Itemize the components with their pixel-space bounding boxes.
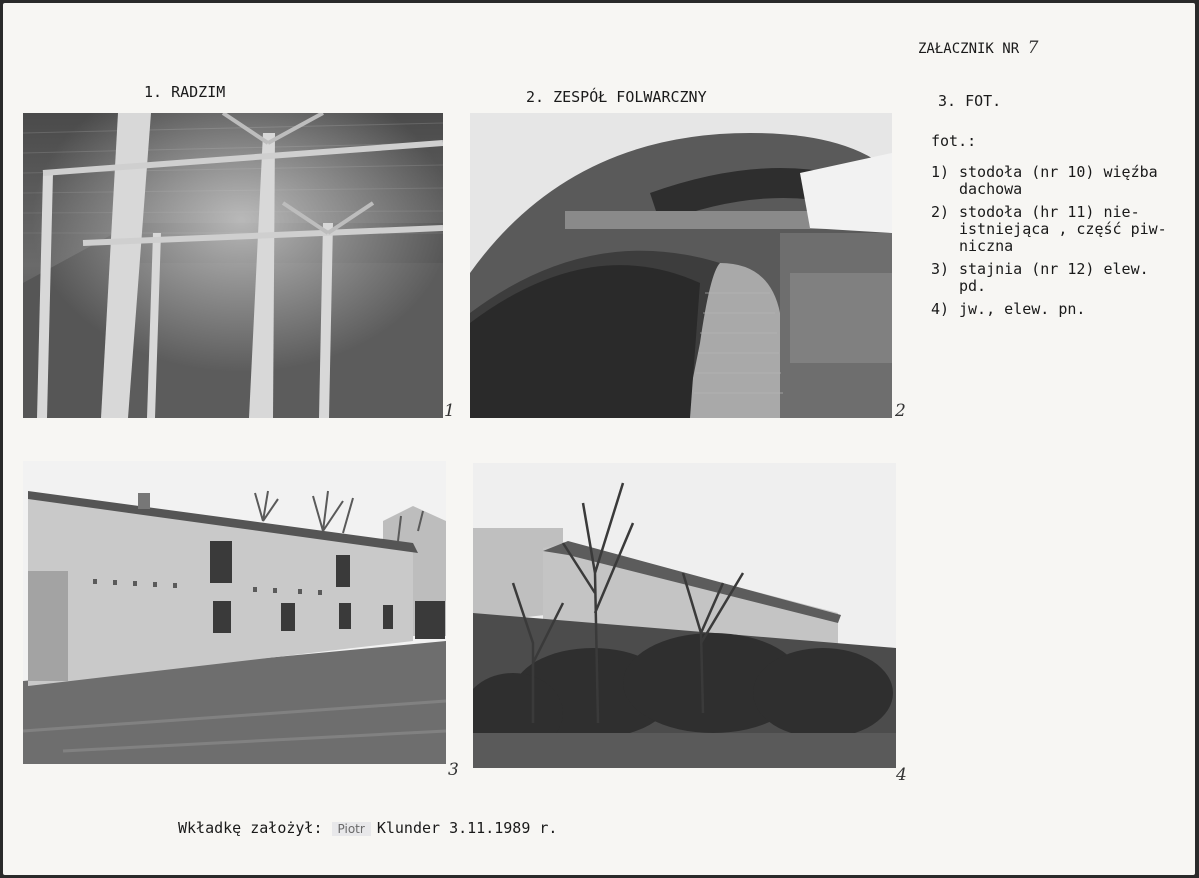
- annex-label: ZAŁACZNIK NR 7: [918, 38, 1039, 58]
- photo-barn-roof-truss: [23, 113, 443, 418]
- section-title-fot: 3. FOT.: [938, 92, 1002, 110]
- photo-number-2: 2: [895, 401, 906, 421]
- captions-heading: fot.:: [931, 132, 977, 150]
- photo-stable-north: [473, 463, 896, 768]
- caption-item: 4) jw., elew. pn.: [931, 300, 1086, 318]
- annex-number: 7: [1027, 38, 1039, 58]
- photo-number-4: 4: [896, 765, 907, 785]
- photo-cellar-arch: [470, 113, 892, 418]
- document-sheet: [3, 3, 1195, 875]
- photo-stable-south: [23, 461, 446, 764]
- author-rest: Klunder 3.11.1989 r.: [376, 819, 558, 837]
- author-label: Wkładkę założył:: [178, 819, 323, 837]
- caption-item: 1) stodoła (nr 10) więźba dachowa: [931, 163, 1158, 198]
- caption-item: 3) stajnia (nr 12) elew. pd.: [931, 260, 1149, 295]
- section-title-zespol: 2. ZESPÓŁ FOLWARCZNY: [526, 88, 707, 106]
- caption-item: 2) stodoła (hr 11) nie- istniejąca , część piw- niczna: [931, 203, 1167, 255]
- author-line: [178, 819, 557, 837]
- photo-number-3: 3: [448, 760, 459, 780]
- photo-captions: [931, 133, 1193, 324]
- first-name-stamp: Piotr: [332, 822, 371, 836]
- photo-number-1: 1: [444, 401, 455, 421]
- section-title-radzim: 1. RADZIM: [144, 83, 226, 101]
